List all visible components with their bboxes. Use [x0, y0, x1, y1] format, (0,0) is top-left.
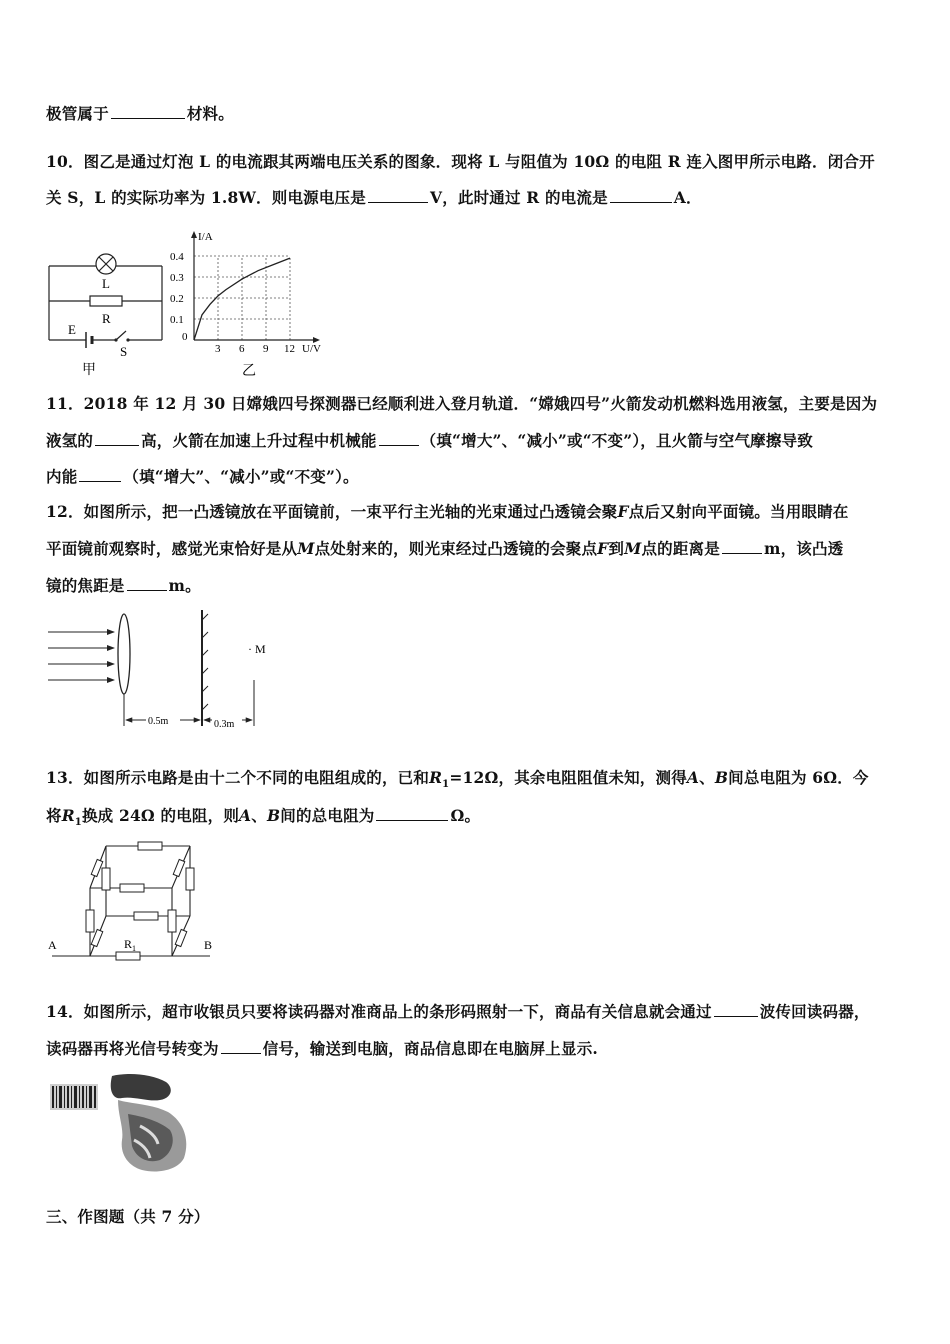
x-tick-label: 6: [239, 343, 245, 355]
q11-text: （填“增大”、“减小”或“不变”），且火箭与空气摩擦导致: [420, 431, 813, 450]
q13-text: 间总电阻为 6Ω．今: [728, 768, 869, 787]
q13-text: 换成 24Ω 的电阻，则: [81, 806, 240, 825]
q12-line3: [46, 574, 201, 596]
q10-text: V，此时通过 R 的电流是: [429, 188, 608, 207]
q13-line2: [46, 804, 480, 828]
iu-chart: [170, 228, 330, 378]
q12-text: 到: [608, 539, 625, 558]
q14-line2: [46, 1037, 598, 1059]
label-l: L: [102, 276, 110, 291]
convex-lens: [118, 614, 130, 694]
label-r1: $R_1$: [124, 937, 137, 953]
switch-contact: [126, 338, 129, 341]
circuit-diagram-jia: [44, 246, 168, 380]
caption-yi: 乙: [242, 364, 256, 378]
q12-text: 点处射来的，则光束经过凸透镜的会聚点: [314, 539, 598, 558]
lens-mirror-diagram: [44, 606, 284, 736]
parallel-rays: [48, 632, 114, 680]
blank: [376, 806, 448, 821]
q11-text: 内能: [46, 467, 78, 486]
q9-text: 极管属于: [46, 104, 109, 123]
x-tick-label: 9: [263, 343, 269, 355]
blank: [221, 1039, 261, 1054]
resistor-r: [90, 296, 122, 306]
q13-text: 13．如图所示电路是由十二个不同的电阻组成的，已和: [46, 768, 430, 787]
q13-line1: [46, 766, 869, 790]
terminal-a: A: [48, 938, 57, 952]
q13-sub: 1: [74, 817, 82, 829]
q13-text: 间的总电阻为: [280, 806, 375, 825]
q13-text: 、: [251, 806, 267, 825]
hand-scanner-icon: [111, 1074, 187, 1172]
dim-0-3m: 0.3m: [214, 719, 235, 730]
q13-text: 、: [699, 768, 715, 787]
q11-line3: [46, 465, 359, 487]
blank: [111, 104, 185, 119]
q13-var: A: [686, 768, 700, 787]
switch-contact: [114, 338, 117, 341]
x-tick-label: 3: [215, 343, 221, 355]
q10-text: A．: [673, 188, 702, 207]
q12-text: m，该凸透: [763, 539, 844, 558]
lamp-l: [96, 254, 116, 274]
q13-text: =12Ω，其余电阻阻值未知，测得: [449, 768, 687, 787]
resistor-cube-diagram: [44, 838, 224, 968]
dim-0-5m: 0.5m: [148, 716, 169, 727]
q13-text: Ω。: [450, 806, 481, 825]
barcode-icon: [50, 1084, 98, 1110]
q12-line1: [46, 500, 849, 522]
q13-var: A: [239, 806, 252, 825]
q13-var: R: [61, 806, 75, 825]
y-tick-label: 0.4: [170, 251, 184, 263]
q11-line2: [46, 429, 813, 451]
chart-grid: [194, 256, 290, 340]
switch-s: [116, 331, 126, 340]
q14-text: 14．如图所示，超市收银员只要将读码器对准商品上的条形码照射一下，商品有关信息就会通过: [46, 1002, 712, 1021]
y-axis-label: I/A: [198, 231, 213, 243]
q14-text: 信号，输送到电脑，商品信息即在电脑屏上显示.: [262, 1039, 599, 1058]
y-axis-arrow: [191, 231, 197, 238]
q11-line1: 11．2018 年 12 月 30 日嫦娥四号探测器已经顺利进入登月轨道．“嫦娥四号”火箭发动机燃料选用液氢，主要是因为: [46, 394, 878, 413]
q11-text: 液氢的: [46, 431, 94, 450]
q12-text: 点的距离是: [641, 539, 720, 558]
resistor-r1: [116, 952, 140, 960]
q14-line1: [46, 1000, 870, 1022]
q10-line2: [46, 186, 702, 208]
label-e: E: [68, 322, 76, 337]
q14-text: 读码器再将光信号转变为: [46, 1039, 219, 1058]
q11-text: 高，火箭在加速上升过程中机械能: [141, 431, 377, 450]
q12-text: 平面镜前观察时，感觉光束恰好是从: [46, 539, 298, 558]
q9-tail: [46, 102, 234, 124]
q9-text-end: 材料。: [186, 104, 234, 123]
q14-text: 波传回读码器，: [759, 1002, 870, 1021]
blank: [722, 539, 762, 554]
blank: [714, 1002, 758, 1017]
label-r: R: [102, 311, 111, 326]
q10-line1: 10．图乙是通过灯泡 L 的电流跟其两端电压关系的图象．现将 L 与阻值为 10Ω 的电阻 R 连入图甲所示电路．闭合开: [46, 152, 875, 171]
resistors: [86, 842, 194, 960]
q12-text: 点后又射向平面镜。当用眼睛在: [628, 502, 849, 521]
q12-var: M: [624, 539, 642, 558]
y-tick-label: 0.2: [170, 293, 184, 305]
q13-sub: 1: [442, 779, 450, 791]
blank: [368, 188, 428, 203]
origin-label: 0: [182, 331, 188, 343]
blank: [610, 188, 672, 203]
blank: [379, 431, 419, 446]
blank: [95, 431, 139, 446]
y-tick-label: 0.3: [170, 272, 184, 284]
q12-text: 12．如图所示，把一凸透镜放在平面镜前，一束平行主光轴的光束通过凸透镜会聚: [46, 502, 618, 521]
caption-jia: 甲: [82, 363, 96, 378]
q12-text: 镜的焦距是: [46, 576, 125, 595]
q12-text: m。: [168, 576, 201, 595]
q12-var: F: [617, 502, 629, 521]
q10-text: 关 S，L 的实际功率为 1.8W．则电源电压是: [46, 188, 366, 207]
y-tick-label: 0.1: [170, 314, 184, 326]
q13-var: R: [429, 768, 443, 787]
q12-var: F: [597, 539, 609, 558]
terminal-b: B: [204, 938, 213, 952]
x-axis-label: U/V: [302, 343, 321, 355]
q13-var: B: [266, 806, 281, 825]
x-tick-label: 12: [284, 343, 295, 355]
q11-text: （填“增大”、“减小”或“不变”）。: [123, 467, 359, 486]
point-m: · M: [248, 642, 266, 656]
label-s: S: [120, 344, 128, 359]
section-3-heading: 三、作图题（共 7 分）: [46, 1207, 210, 1226]
blank: [79, 467, 121, 482]
q12-var: M: [297, 539, 315, 558]
q13-var: B: [714, 768, 729, 787]
blank: [127, 576, 167, 591]
q12-line2: [46, 537, 843, 559]
barcode-scanner-photo: [48, 1070, 200, 1174]
q13-text: 将: [46, 806, 62, 825]
